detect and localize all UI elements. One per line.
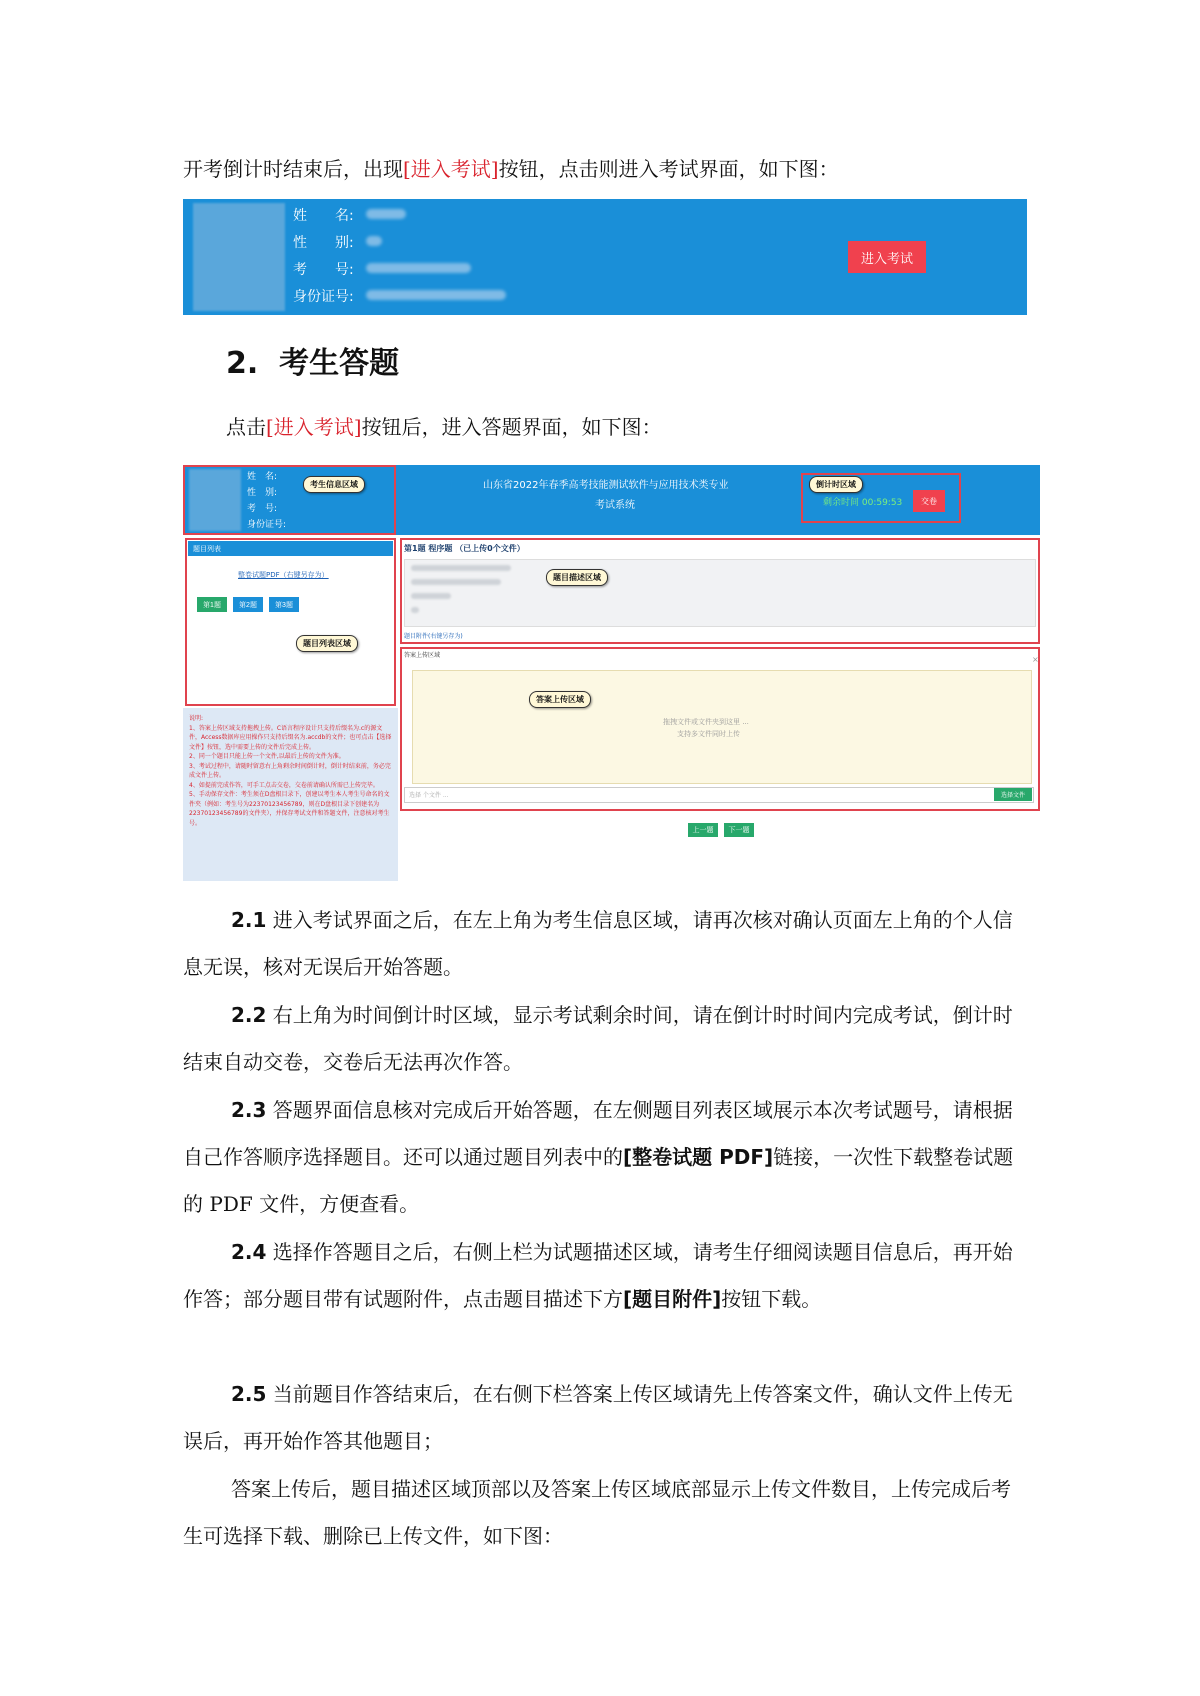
blurred-gender	[366, 236, 382, 246]
question-1-button[interactable]: 第1题	[197, 597, 227, 612]
click-link-text: [进入考试]	[266, 415, 362, 439]
submit-exam-button[interactable]: 交卷	[913, 490, 945, 512]
blurred-line	[411, 593, 451, 599]
next-question-button[interactable]: 下一题	[724, 823, 754, 837]
section-number: 2.	[226, 346, 259, 381]
pdf-download-link[interactable]: 整卷试题PDF（右键另存为）	[238, 571, 329, 579]
info-region-box	[183, 465, 396, 535]
system-title-line2: 考试系统	[595, 500, 635, 511]
blurred-name	[366, 209, 406, 219]
callout-list: 题目列表区域	[296, 635, 358, 652]
header-id-label: 身份证号:	[247, 520, 287, 530]
callout-timer: 倒计时区域	[809, 476, 863, 493]
para-2-5-text: 当前题目作答结束后，在右侧下栏答案上传区域请先上传答案文件，确认文件上传无误后，再开始作答其他题目；	[183, 1382, 1013, 1453]
para-2-1-text: 进入考试界面之后，在左上角为考生信息区域，请再次核对确认页面左上角的个人信息无误，核对无误后开始答题。	[183, 908, 1013, 979]
name-label: 姓 名:	[293, 208, 354, 224]
para-2-4-number: 2.4	[231, 1240, 267, 1264]
drop-hint-line2: 支持多文件同时上传	[677, 730, 740, 738]
callout-info: 考生信息区域	[303, 476, 365, 493]
instructions-text: 说明: 1、答案上传区域支持拖拽上传。C语言程序设计只支持后缀名为.c的源文件，Access数据库应用操作只支持后缀名为.accdb的文件；也可点击【选择文件】按钮，选中需要上传的文件后完成上传。 2、同一个题目只能上传一个文件,以最后上传的文件为准。 3、考试过程中，请随时留意右上角剩余时间倒计时，倒计时结束前，务必完成文件上传。 4、如提前完成作答，可手工点击交卷，交卷前请确认所需已上传完毕。 5、手动保存文件：考生须在D盘根目录下，创建以考生本人考生号命名的文件夹（例如：考生号为22370123456789，则在D盘根目录下创建名为22370123456789的文件夹），并保存考试文件和答题文件，注意核对考生号。	[189, 715, 392, 827]
intro-after: 按钮，点击则进入考试界面，如下图：	[498, 157, 839, 181]
list-title: 题目列表	[193, 545, 221, 553]
exam-number-label: 考 号:	[293, 262, 354, 278]
question-list-region	[185, 538, 396, 706]
callout-upload: 答案上传区域	[529, 691, 591, 708]
para-2-3-bold: [整卷试题 PDF]	[623, 1145, 774, 1169]
enter-exam-button[interactable]: 进入考试	[848, 241, 926, 273]
gender-label: 性 别:	[293, 235, 354, 251]
header-exam-number-label: 考 号:	[247, 504, 278, 514]
choose-file-button[interactable]: 选择文件	[994, 788, 1032, 801]
intro-text	[183, 146, 1027, 193]
intro-before: 开考倒计时结束后，出现	[183, 157, 403, 181]
para-2-5-number: 2.5	[231, 1382, 267, 1406]
question-heading: 第1题 程序题 （已上传0个文件）	[404, 544, 525, 553]
file-drop-zone[interactable]	[412, 670, 1032, 784]
instructions-panel	[183, 708, 398, 881]
blurred-line	[411, 607, 419, 613]
paragraph-2-1	[183, 897, 1027, 991]
enter-exam-link-text: [进入考试]	[403, 157, 499, 181]
para-2-3-text-after: 链接，一次性下载整卷试题的 PDF 文件，方便查看。	[183, 1145, 1014, 1216]
attachment-link[interactable]: 题目附件(右键另存为)	[404, 633, 463, 640]
remaining-time: 剩余时间 00:59:53	[823, 498, 903, 508]
para-2-3-text-before: 答题界面信息核对完成后开始答题，在左侧题目列表区域展示本次考试题号，请根据自己作答顺序选择题目。还可以通过题目列表中的	[183, 1098, 1013, 1169]
paragraph-2-3	[183, 1087, 1027, 1228]
blurred-line	[411, 565, 511, 571]
click-after: 按钮后，进入答题界面，如下图：	[361, 415, 662, 439]
para-2-1-number: 2.1	[231, 908, 267, 932]
question-2-button[interactable]: 第2题	[233, 597, 263, 612]
para-2-4-text-after: 按钮下载。	[721, 1287, 822, 1311]
blurred-exam-number	[366, 263, 471, 273]
exam-interface-screenshot	[183, 465, 1040, 881]
upload-title: 答案上传区域	[404, 652, 441, 659]
section-title: 考生答题	[279, 346, 400, 381]
drop-hint-line1: 拖拽文件或文件夹到这里 ...	[663, 718, 749, 726]
para-2-2-text: 右上角为时间倒计时区域，显示考试剩余时间，请在倒计时时间内完成考试，倒计时结束自动交卷，交卷后无法再次作答。	[183, 1003, 1013, 1074]
para-2-3-number: 2.3	[231, 1098, 267, 1122]
para-2-4-text-before: 选择作答题目之后，右侧上栏为试题描述区域，请考生仔细阅读题目信息后，再开始作答；部分题目带有试题附件，点击题目描述下方	[183, 1240, 1013, 1311]
paragraph-2-2	[183, 992, 1027, 1086]
click-before: 点击	[226, 415, 266, 439]
id-number-label: 身份证号:	[293, 289, 354, 305]
blurred-line	[411, 579, 501, 585]
file-name-input[interactable]	[404, 787, 1034, 803]
close-icon[interactable]: ×	[1032, 655, 1039, 664]
paragraph-2-4	[183, 1229, 1027, 1323]
prev-question-button[interactable]: 上一题	[688, 823, 718, 837]
section-heading	[226, 338, 399, 382]
system-title-line1: 山东省2022年春季高考技能测试软件与应用技术类专业	[483, 480, 729, 491]
paragraph-2-5	[183, 1371, 1027, 1465]
blurred-id-number	[366, 290, 506, 300]
click-instruction	[226, 404, 1026, 451]
para-2-2-number: 2.2	[231, 1003, 267, 1027]
paragraph-last: 答案上传后，题目描述区域顶部以及答案上传区域底部显示上传文件数目，上传完成后考生可选择下载、删除已上传文件，如下图：	[183, 1477, 1011, 1548]
header-gender-label: 性 别:	[247, 488, 278, 498]
para-2-4-bold: [题目附件]	[623, 1287, 722, 1311]
pre-exam-screenshot	[183, 199, 1027, 315]
callout-desc: 题目描述区域	[546, 569, 608, 586]
avatar	[193, 203, 285, 311]
header-name-label: 姓 名:	[247, 472, 278, 482]
file-input-placeholder: 选择 个文件 ...	[409, 792, 449, 799]
question-3-button[interactable]: 第3题	[269, 597, 299, 612]
